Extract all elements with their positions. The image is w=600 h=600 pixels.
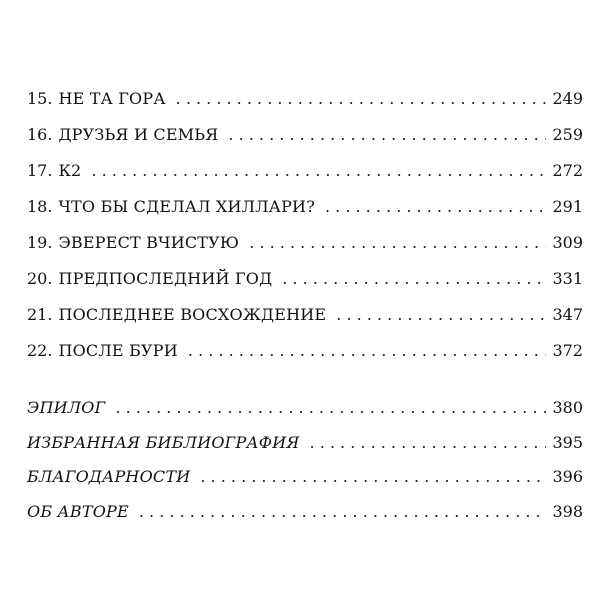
page-number: 396 <box>552 467 583 486</box>
chapter-number: 22. <box>27 341 53 360</box>
toc-entry-about-author <box>27 502 583 537</box>
dot-leader <box>176 89 547 108</box>
page-number: 372 <box>552 341 583 360</box>
page-number: 380 <box>552 398 583 417</box>
chapter-number: 16. <box>27 125 53 144</box>
page-number: 249 <box>552 89 583 108</box>
chapter-title: ЭВЕРЕСТ ВЧИСТУЮ <box>58 233 240 252</box>
toc-entry-epilogue <box>27 398 583 433</box>
toc-entry-chapter-19 <box>27 233 583 269</box>
dot-leader <box>282 269 546 288</box>
chapter-title: ПРЕДПОСЛЕДНИЙ ГОД <box>58 269 273 288</box>
dot-leader <box>325 197 546 216</box>
toc-entry-chapter-20 <box>27 269 583 305</box>
chapter-title: ДРУЗЬЯ И СЕМЬЯ <box>58 125 219 144</box>
dot-leader <box>139 502 547 521</box>
chapter-number: 19. <box>27 233 53 252</box>
section-title: ЭПИЛОГ <box>27 398 106 417</box>
toc-entry-chapter-21 <box>27 305 583 341</box>
chapter-title: ПОСЛЕ БУРИ <box>58 341 178 360</box>
chapter-number: 15. <box>27 89 53 108</box>
toc-entry-chapter-17 <box>27 161 583 197</box>
chapter-number: 20. <box>27 269 53 288</box>
page-number: 291 <box>552 197 583 216</box>
chapter-number: 21. <box>27 305 53 324</box>
dot-leader <box>200 467 546 486</box>
toc-entry-chapter-18 <box>27 197 583 233</box>
section-title: ОБ АВТОРЕ <box>27 501 129 521</box>
page-number: 259 <box>552 125 583 144</box>
dot-leader <box>188 341 547 360</box>
chapter-title: НЕ ТА ГОРА <box>58 89 166 108</box>
chapter-number: 18. <box>27 197 53 216</box>
page-number: 272 <box>552 161 583 180</box>
chapter-number: 17. <box>27 161 53 180</box>
section-title: БЛАГОДАРНОСТИ <box>27 467 191 486</box>
page-number: 309 <box>552 233 583 252</box>
dot-leader <box>91 161 546 180</box>
page-number: 398 <box>552 501 583 521</box>
page-number: 347 <box>552 305 583 324</box>
dot-leader <box>336 305 546 324</box>
chapter-title: ПОСЛЕДНЕЕ ВОСХОЖДЕНИЕ <box>58 305 327 324</box>
dot-leader <box>310 433 547 452</box>
toc-entry-bibliography <box>27 433 583 468</box>
section-title: ИЗБРАННАЯ БИБЛИОГРАФИЯ <box>27 432 300 452</box>
section-spacer <box>27 377 583 398</box>
toc-entry-chapter-15 <box>27 89 583 125</box>
toc-entry-chapter-22 <box>27 341 583 377</box>
page-number: 395 <box>552 432 583 452</box>
chapter-title: ЧТО БЫ СДЕЛАЛ ХИЛЛАРИ? <box>58 197 315 216</box>
toc-entry-acknowledgements <box>27 467 583 502</box>
table-of-contents <box>27 89 583 536</box>
page-number: 331 <box>552 269 583 288</box>
toc-entry-chapter-16 <box>27 125 583 161</box>
dot-leader <box>249 233 546 252</box>
chapter-title: К2 <box>58 161 82 180</box>
dot-leader <box>228 125 546 144</box>
dot-leader <box>115 398 546 417</box>
